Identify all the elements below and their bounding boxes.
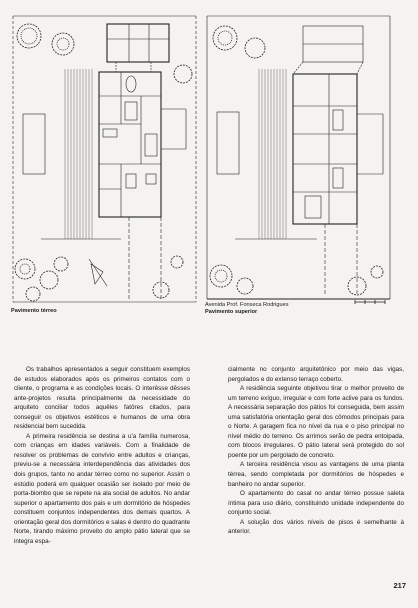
paragraph: A solução dos vários níveis de pisos é semelhante à anterior. (228, 518, 404, 536)
upper-floor-caption (205, 302, 289, 316)
text-column-right (228, 365, 404, 537)
upper-floor-label: Pavimento superior (205, 309, 258, 315)
paragraph: A primeira residência se destina a u'a família numerosa, com crianças em idades variáveis. Com a finalidade de resolver os problemas de convívio entre adultos e crianças, previu-se a necessária interdependência das atividades dos dois grupos, tanto no andar térreo como no superior. Assim o estúdio poderá em qualquer ocasião ser isolado por meio de porta-biombo que se repete na ala social de adultos. No andar superior o apartamento dos pais e um dormitório de hóspedes constituem conjuntos independentes dos demais quartos. A orientação geral dos dormitórios e salas é dentro do quadrante Norte, tirando máximo proveito do amplo pátio lateral que se integra espa- (14, 432, 190, 545)
text-column-left (14, 365, 190, 546)
ground-floor-plan-drawing (11, 14, 198, 304)
upper-floor-plan-drawing (205, 14, 392, 304)
street-name: Avenida Prof. Fonseca Rodrigues (205, 302, 289, 308)
paragraph: Os trabalhos apresentados a seguir constituem exemplos de estudos elaborados após os primeiros contatos com o cliente, o programa e as condições locais. O interêsse dêsses ante-projetos resulta principalmente da necessidade do arquiteto conciliar todos aquêles fatôres citados, para conseguir os objetivos estéticos e humanos de uma obra residencial bem sucedida. (14, 366, 190, 431)
ground-floor-caption: Pavimento térreo (11, 308, 57, 314)
ground-floor-plan (11, 14, 198, 304)
paragraph: O apartamento do casal no andar térreo possue saleta íntima para uso diário, constituindo unidade independente do conjunto social. (228, 490, 404, 517)
upper-floor-plan (205, 14, 392, 304)
paragraph: A terceira residência visou as vantagens de uma planta térrea, sendo completada por dormitórios de hóspedes e banheiro no andar superior. (228, 461, 404, 488)
paragraph: cialmente no conjunto arquitetônico por meio das vigas, pergolados e do extenso terraço coberto. (228, 366, 404, 383)
page-number: 217 (393, 581, 406, 590)
paragraph: A residência seguinte objetivou tirar o melhor proveito de um terreno exíguo, irregular e com forte aclive para os fundos. A necessária separação dos pátios foi conseguida, bem assim uma satisfatória orientação geral dos cômodos principais para o Norte. A garagem fica no nível da rua e o piso principal no nível médio do terreno. Os arrimos serão de pedra entoipada, com blocos irregulares. O pátio lateral será protegido do sol poente por um pergolado de concreto. (228, 385, 404, 459)
scale-bar (355, 300, 385, 304)
